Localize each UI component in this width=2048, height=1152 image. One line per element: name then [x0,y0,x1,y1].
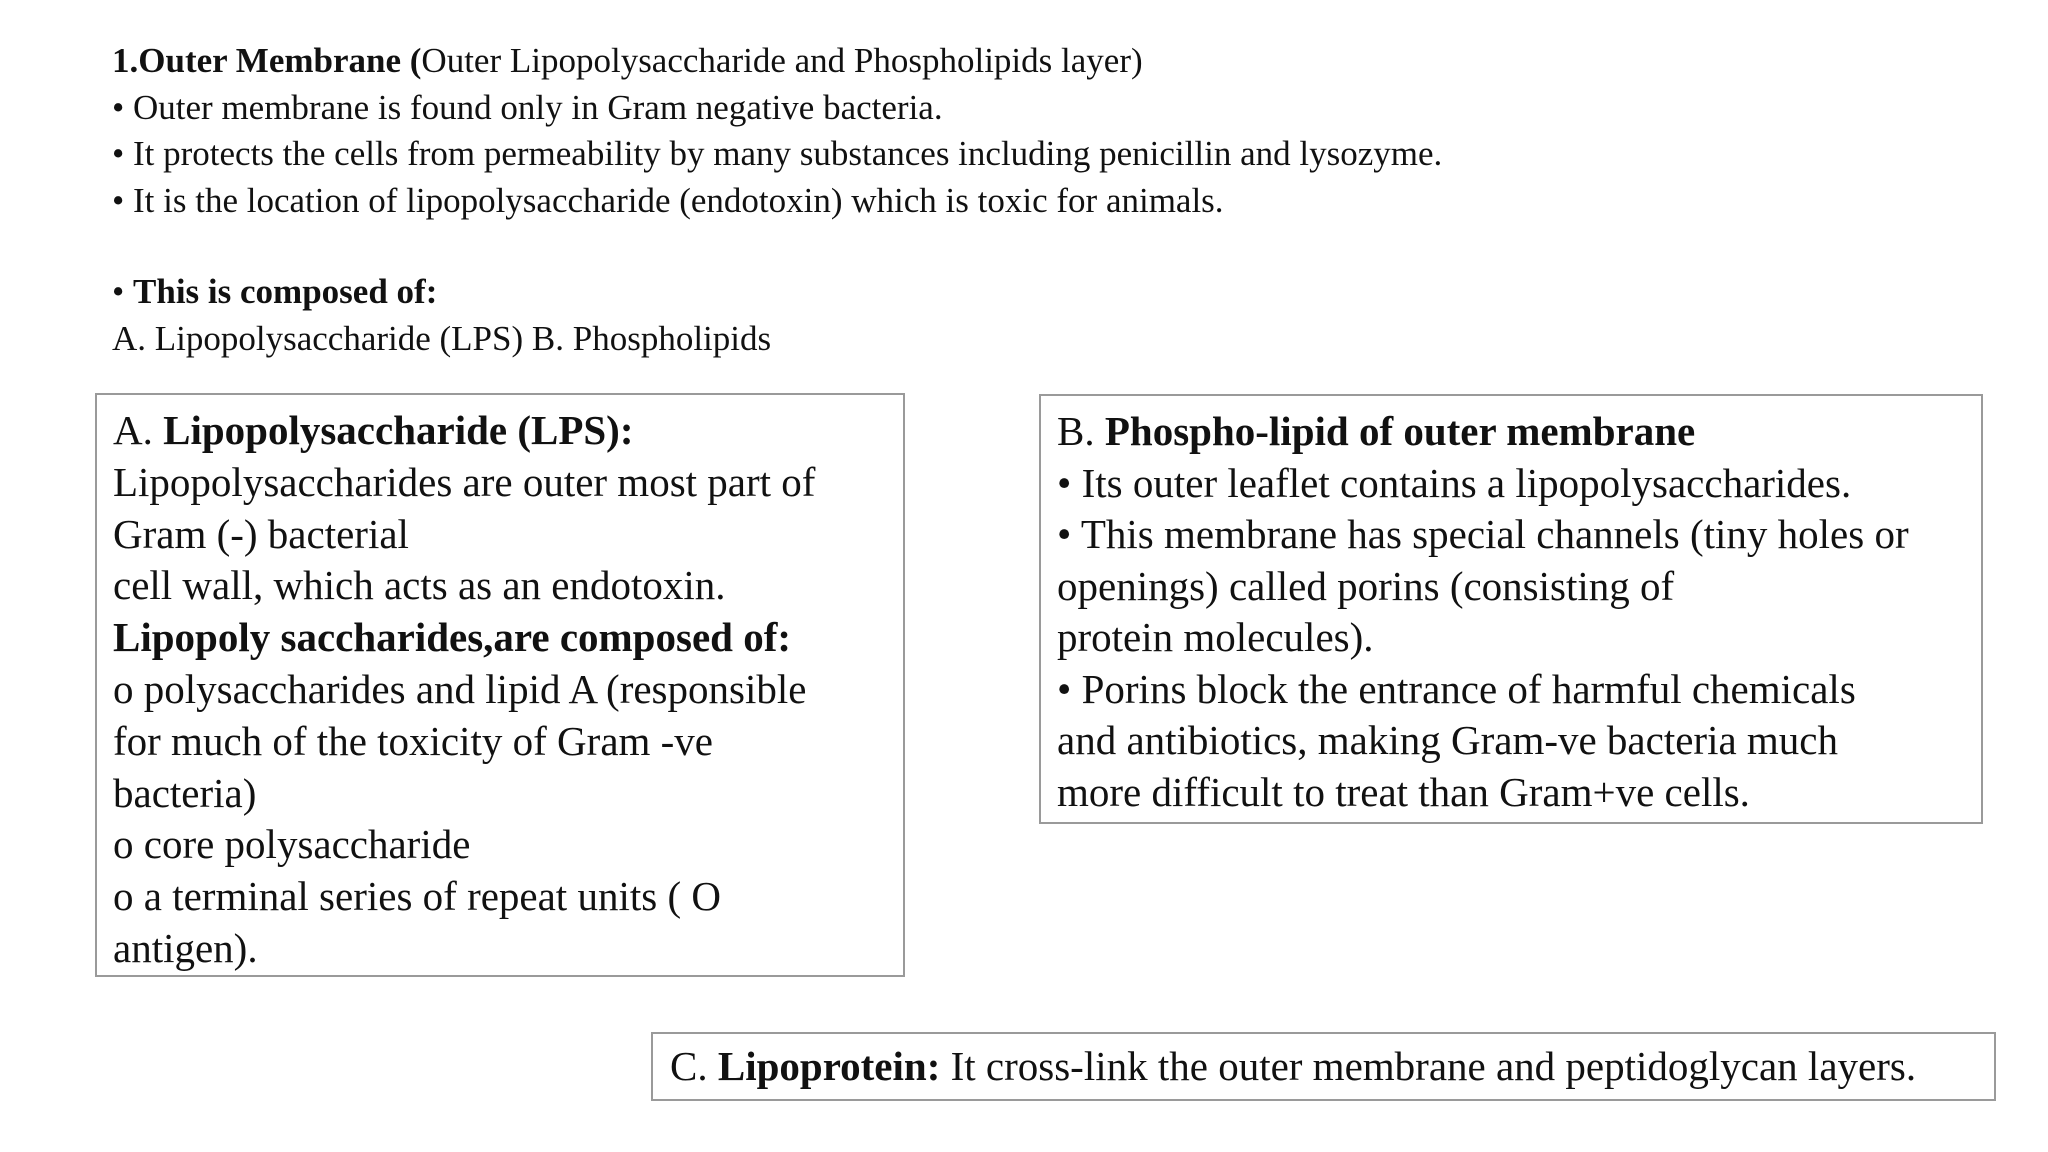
lipoprotein-title-bold: Lipoprotein: [717,1043,941,1089]
lps-item: o core polysaccharide [113,821,471,868]
lps-box-title [113,405,903,457]
phospholipid-title-bold: Phospho-lipid of outer membrane [1104,408,1696,454]
phospholipid-line: • This membrane has special channels (tiny holes or [1057,511,1909,557]
intro-bullet: • Outer membrane is found only in Gram negative bacteria. [112,87,943,127]
phospholipid-line: and antibiotics, making Gram-ve bacteria much [1057,717,1839,763]
lps-line: Lipopolysaccharides are outer most part of [113,458,816,505]
section-heading-rest: Outer Lipopolysaccharide and Phospholipids layer) [421,41,1143,80]
lps-line: cell wall, which acts as an endotoxin. [113,562,726,609]
lps-subheading-bold: Lipopoly saccharides,are composed of: [113,614,792,661]
phospholipid-line: more difficult to treat than Gram+ve cells. [1057,768,1750,815]
lps-item: o polysaccharides and lipid A (responsible [113,665,807,712]
intro-bullet: • It is the location of lipopolysaccharide (endotoxin) which is toxic for animals. [112,180,1224,220]
section-heading [112,38,1912,85]
lipoprotein-box [651,1032,1996,1101]
composed-of-bold: This is composed of: [133,272,438,311]
intro-section [112,38,1912,362]
lps-prefix: A. [113,407,164,453]
composed-of-list: A. Lipopolysaccharide (LPS) B. Phospholipids [112,318,772,358]
lps-subheading [113,612,903,664]
intro-bullet: • It protects the cells from permeability by many substances including penicillin and lysozyme. [112,134,1443,173]
phospholipid-line: • Its outer leaflet contains a lipopolysaccharides. [1057,459,1852,506]
lps-item: antigen). [113,924,258,971]
lps-item: bacteria) [113,769,257,816]
lps-box [95,393,905,977]
lipoprotein-prefix: C. [670,1043,718,1089]
lps-item: for much of the toxicity of Gram -ve [113,717,714,764]
lps-item: o a terminal series of repeat units ( O [113,873,721,920]
phospholipid-line: protein molecules). [1057,614,1374,660]
spacer [112,224,1912,269]
phospholipid-prefix: B. [1057,408,1105,454]
section-heading-bold: 1.Outer Membrane ( [112,41,422,80]
lps-line: Gram (-) bacterial [113,510,409,557]
composed-of-heading [112,269,1912,316]
phospholipid-box-title [1057,406,1981,458]
phospholipid-box [1039,394,1983,824]
composed-bullet: • [112,272,134,311]
phospholipid-line: • Porins block the entrance of harmful chemicals [1057,665,1856,712]
lps-title-bold: Lipopolysaccharide (LPS): [163,407,634,453]
phospholipid-line: openings) called porins (consisting of [1057,562,1675,609]
lipoprotein-text: It cross-link the outer membrane and peptidoglycan layers. [940,1043,1917,1089]
